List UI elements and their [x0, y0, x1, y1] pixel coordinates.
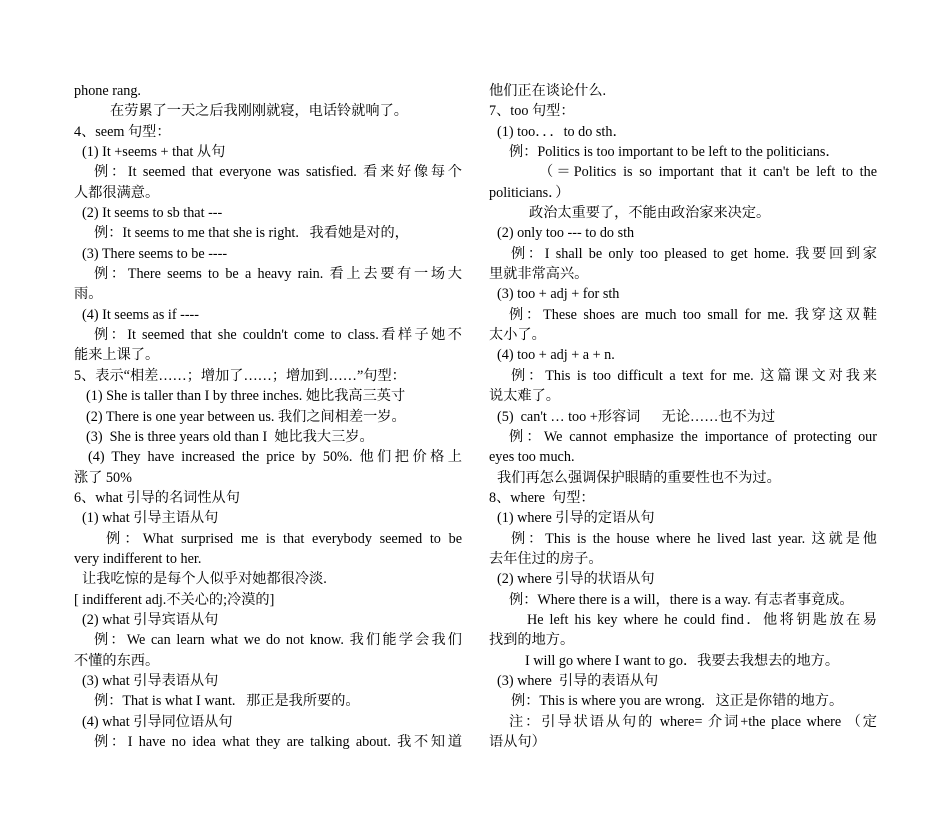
right-column-line: He left his key where he could find．他将钥匙放在易 [527, 611, 877, 628]
left-column-line: 例：It seemed that everyone was satisfied. 看来好像每个 [94, 164, 462, 181]
right-column-line: 例：We cannot emphasize the importance of protecting our [509, 428, 877, 445]
left-column-line: 例：That is what I want. 那正是我所要的。 [94, 693, 360, 710]
left-column-line: very indifferent to her. [74, 550, 202, 567]
right-column-line: 里就非常高兴。 [489, 266, 589, 283]
right-column-line: 例：This is the house where he lived last year. 这就是他 [511, 530, 877, 547]
right-column-line: 他们正在谈论什么. [489, 83, 607, 99]
right-column-line: 例：These shoes are much too small for me. 我穿这双鞋 [509, 306, 877, 323]
left-column-line: phone rang. [74, 83, 141, 99]
left-column-line: (4) what 引导同位语从句 [82, 713, 233, 730]
left-column-line: (4) It seems as if ---- [82, 306, 199, 323]
left-column-line: (2) It seems to sb that --- [82, 205, 223, 222]
left-column [74, 81, 462, 752]
left-column-line: (3) There seems to be ---- [82, 245, 228, 262]
right-column-line: 例：Politics is too important to be left to the politicians． [509, 144, 840, 161]
right-column-line: 例：Where there is a will，there is a way. 有志者事竟成。 [509, 591, 854, 608]
left-column-line: (4) They have increased the price by 50%. 他们把价格上 [88, 449, 462, 466]
left-column-line: 人都很满意。 [74, 184, 160, 201]
left-column-line: 让我吃惊的是每个人似乎对她都很冷淡. [82, 571, 327, 588]
left-column-line: (3) She is three years old than I 她比我大三岁。 [86, 428, 374, 445]
right-column-line: (5) can't … too +形容词 无论……也不为过 [497, 408, 776, 425]
left-column-line: 例：It seems to me that she is right. 我看她是对的， [94, 225, 409, 242]
right-column-line: (1) where 引导的定语从句 [497, 510, 655, 527]
right-column-line: (3) where 引导的表语从句 [497, 672, 659, 689]
right-column-line: 去年住过的房子。 [489, 550, 603, 567]
right-column-line: 语从句） [489, 734, 546, 750]
right-column-line: 例：I shall be only too pleased to get home. 我要回到家 [511, 245, 877, 262]
right-column-line: 我们再怎么强调保护眼睛的重要性也不为过。 [497, 469, 781, 486]
right-column-line: 政治太重要了，不能由政治家来决定。 [529, 205, 771, 222]
right-column [489, 81, 877, 752]
left-column-line: 涨了 50% [74, 469, 132, 486]
left-column-line: (1) She is taller than I by three inches. 她比我高三英寸 [86, 388, 406, 405]
right-column-line: politicians．） [489, 184, 570, 201]
left-column-line: 不懂的东西。 [74, 652, 160, 669]
right-column-line: (2) only too --- to do sth [497, 225, 635, 242]
right-column-line: 说太难了。 [489, 388, 560, 405]
left-column-line: (1) It +seems + that 从句 [82, 144, 226, 161]
left-column-line: (1) what 引导主语从句 [82, 510, 219, 527]
right-column-line: 太小了。 [489, 327, 546, 344]
right-column-line: （＝Politics is so important that it can't be left to the [539, 164, 877, 181]
right-column-line: (1) too．．．to do sth． [497, 123, 627, 140]
right-column-line: 例：This is where you are wrong. 这正是你错的地方。 [511, 693, 844, 710]
left-column-line: (2) what 引导宾语从句 [82, 611, 219, 628]
left-column-line: 例：We can learn what we do not know. 我们能学会我们 [94, 632, 462, 649]
left-column-line: 例：What surprised me is that everybody seemed to be [106, 530, 462, 547]
left-column-line: (3) what 引导表语从句 [82, 672, 219, 689]
left-column-line: 5、表示“相差……；增加了……；增加到……”句型： [74, 367, 406, 384]
right-column-line: 8、where 句型： [489, 489, 595, 506]
left-column-line: 能来上课了。 [74, 347, 160, 364]
left-column-line: 例：It seemed that she couldn't come to class.看样子她不 [94, 327, 462, 344]
right-column-line: I will go where I want to go．我要去我想去的地方。 [525, 652, 840, 669]
left-column-line: 例：There seems to be a heavy rain. 看上去要有一场大 [94, 266, 462, 283]
left-column-line: (2) There is one year between us. 我们之间相差一岁。 [86, 408, 406, 425]
left-column-line: 例：I have no idea what they are talking about. 我不知道 [94, 734, 462, 750]
left-column-line: 雨。 [74, 286, 103, 303]
right-column-line: (2) where 引导的状语从句 [497, 571, 655, 588]
left-column-line: [ indifferent adj.不关心的;冷漠的] [74, 591, 275, 608]
right-column-line: (4) too + adj + a + n. [497, 347, 615, 364]
right-column-line: (3) too + adj + for sth [497, 286, 620, 303]
left-column-line: 4、seem 句型： [74, 123, 171, 140]
right-column-line: eyes too much. [489, 449, 575, 466]
right-column-line: 7、too 句型： [489, 103, 575, 120]
right-column-line: 注：引导状语从句的 where= 介词+the place where （定 [509, 713, 877, 730]
right-column-line: 例：This is too difficult a text for me. 这篇课文对我来 [511, 367, 877, 384]
left-column-line: 在劳累了一天之后我刚刚就寝，电话铃就响了。 [110, 103, 408, 120]
left-column-line: 6、what 引导的名词性从句 [74, 489, 240, 506]
right-column-line: 找到的地方。 [489, 632, 575, 649]
